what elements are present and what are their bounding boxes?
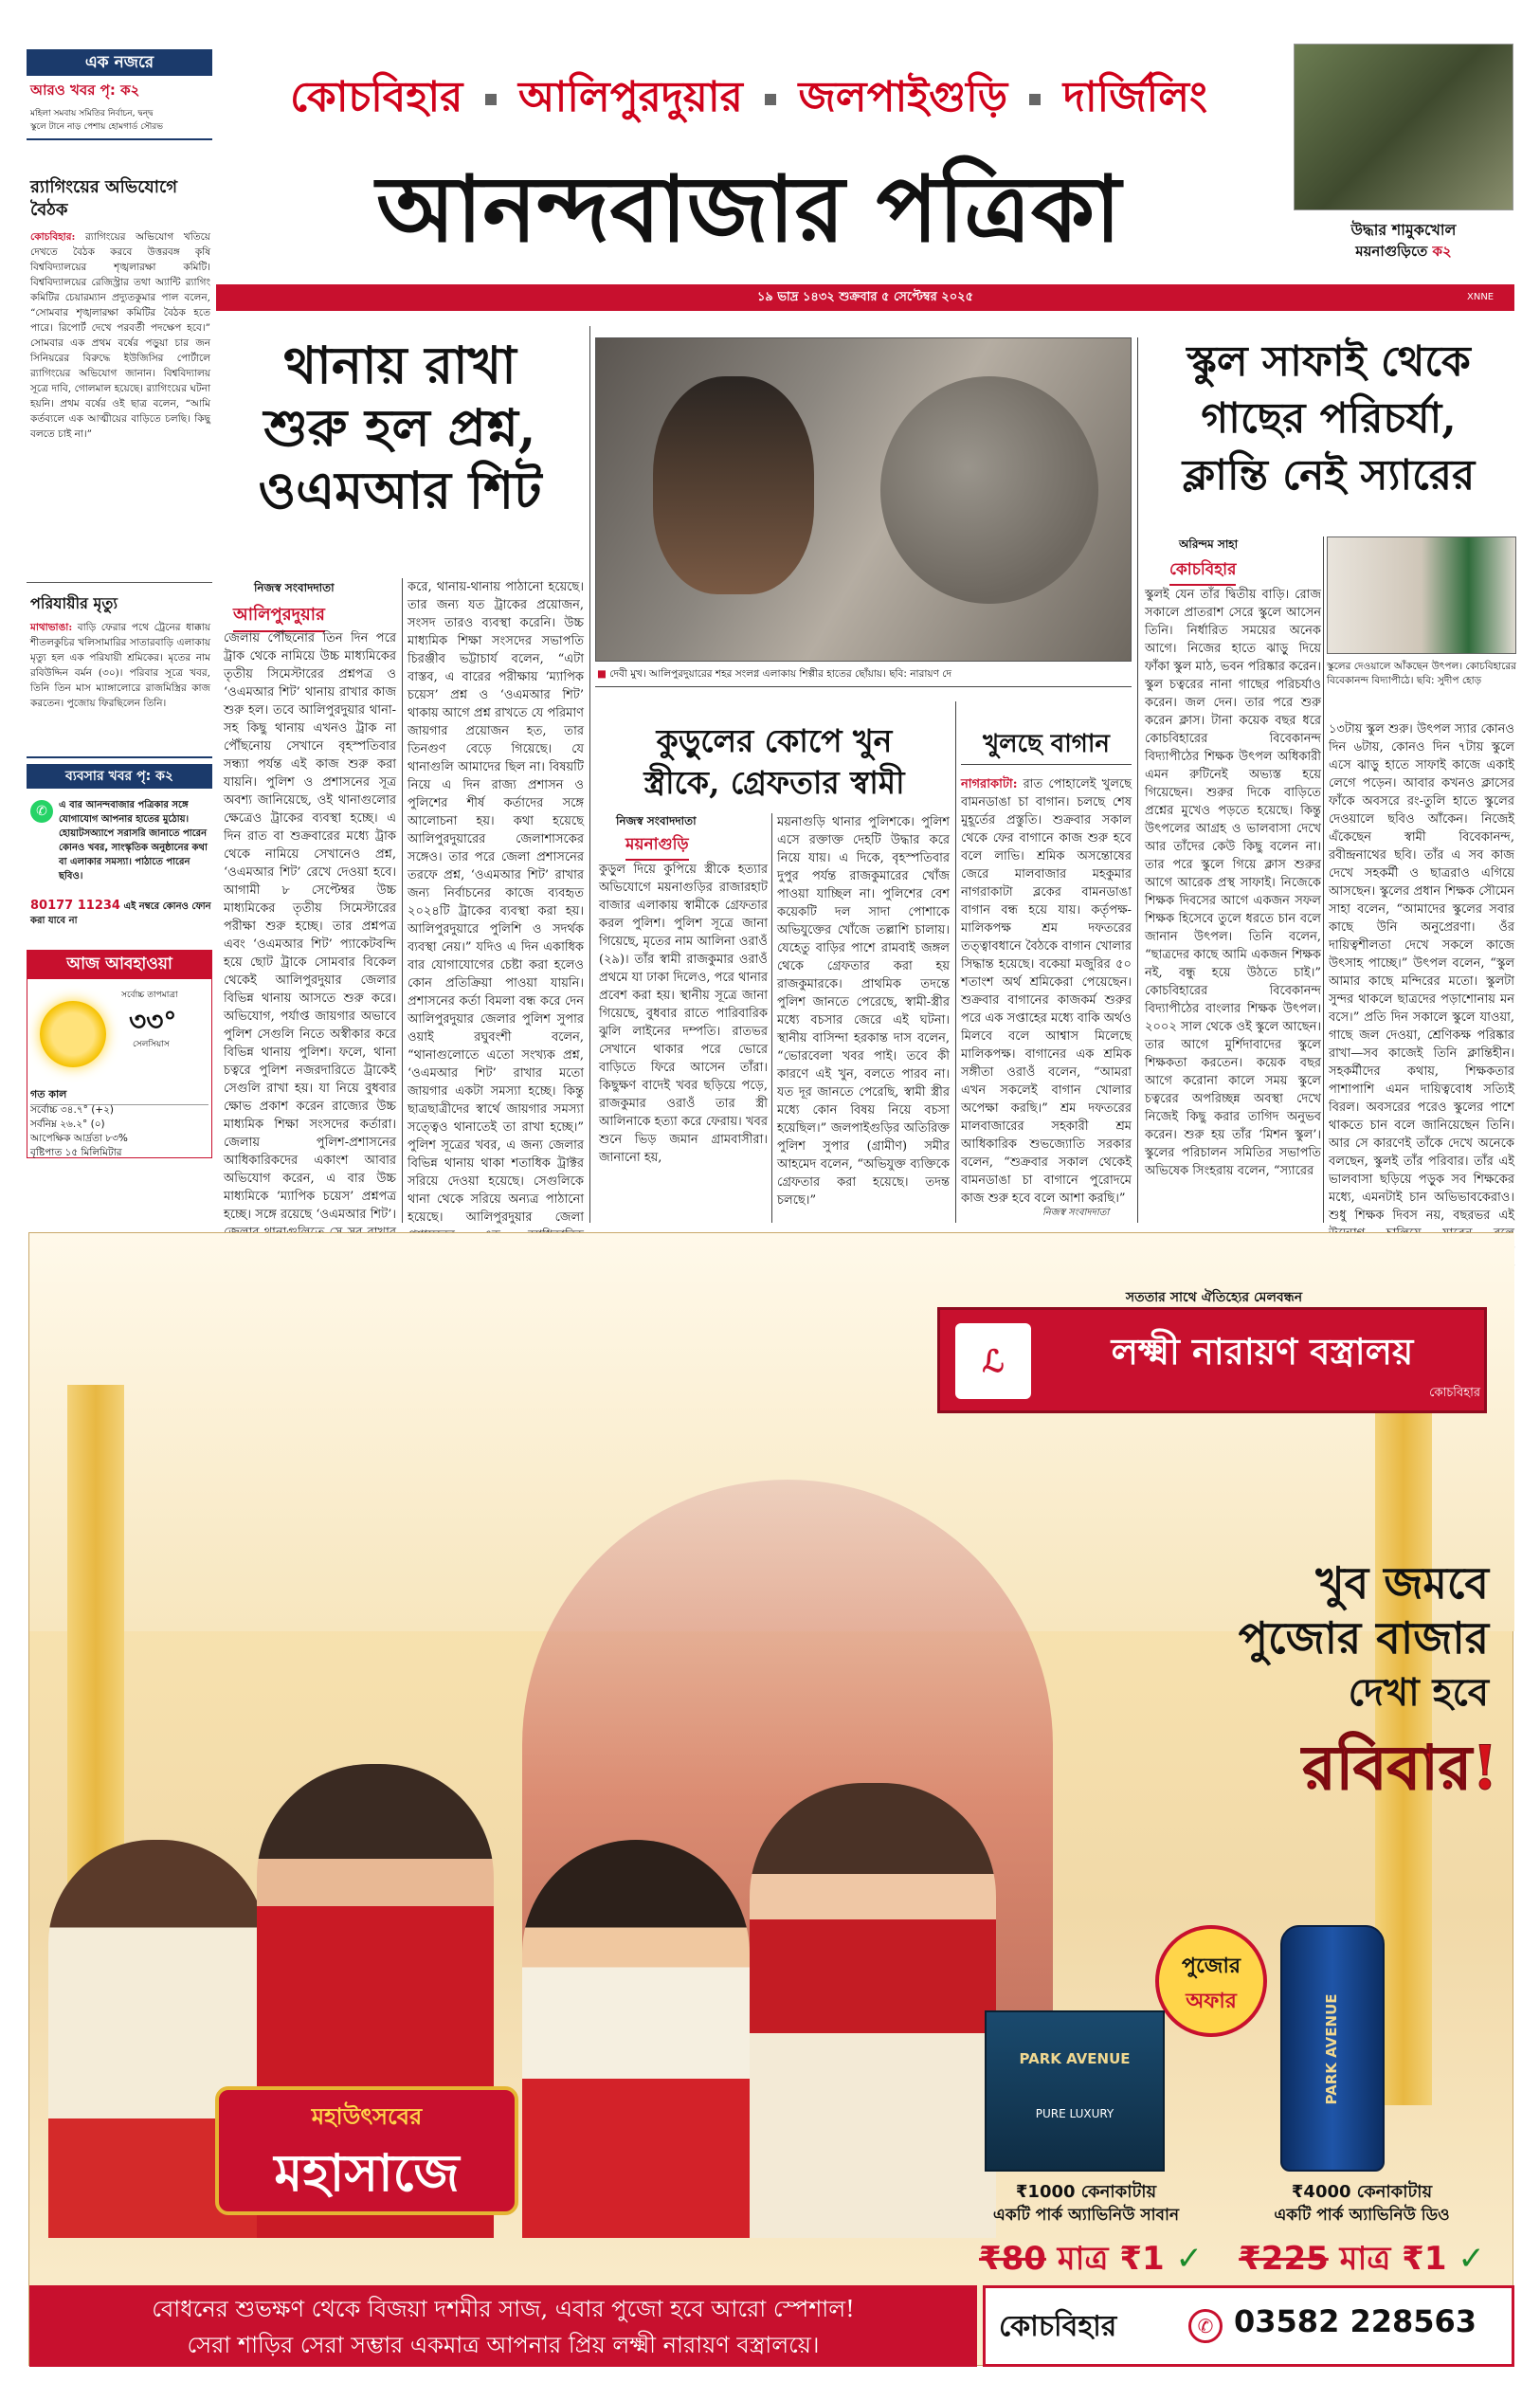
inside-label[interactable]: আরও খবর পৃ: ক২ — [30, 82, 140, 99]
ad-slogan: খুব জমবে পুজোর বাজার দেখা হবে — [1238, 1557, 1489, 1715]
offer2-text: ₹4000 কেনাকাটায় একটি পার্ক অ্যাভিনিউ ডিও — [1274, 2182, 1450, 2225]
region-3: জলপাইগুড়ি — [798, 73, 1008, 121]
teacher-location: কোচবিহার — [1169, 557, 1236, 586]
sidebar-header: এক নজরে — [27, 49, 212, 76]
mahasaje-badge — [215, 2086, 518, 2215]
past-row-max: সর্বোচ্চ ৩৪.৭° (+২) — [30, 1104, 115, 1116]
mahasaje-main: মহাসাজে — [274, 2142, 460, 2203]
murder-col-1: কুড়ুল দিয়ে কুপিয়ে স্ত্রীকে হত্যার অভিযোগে ময়নাগুড়ির রাজারহাট বাজার এলাকায় স্বামীকে গ্রেফতার করল পুলিশ। পুলিশ সূত্রে জানা গিয়েছে, মৃতের নাম আলিনা ওরাওঁ (২৯)। তাঁর স্বামী রাজকুমার ওরাওঁ প্রথমে যা ঢাকা দিলেও, পরে থানার প্রবেশ করা হয়। স্থানীয় সূত্রে জানা গিয়েছে, বুধবার রাতে পারিবারিক ঝুলি লাইনের দম্পতি। রাতভর সেখানে থাকার পরে ভোরে বাড়িতে ফিরে আসেন তাঁরা। কিছুক্ষণ বাদেই খবর ছড়িয়ে পড়ে, রাজকুমার ওরাওঁ তার স্ত্রী আলিনাকে হত্যা করে ফেরায়। খবর শুনে ভিড় জমান গ্রামবাসীরা। জানানো হয়, — [599, 863, 768, 1165]
masthead-title: আনন্দবাজার পত্রিকা — [376, 155, 1121, 263]
ad-bottom-banner — [29, 2285, 977, 2367]
whatsapp-number[interactable]: 80177 11234 এই নম্বরে কোনও ফোন করা যাবে না — [30, 899, 211, 926]
ad-tagline: সততার সাথে ঐতিহ্যের মেলবন্ধন — [1125, 1290, 1303, 1305]
whatsapp-icon: ✆ — [30, 800, 53, 823]
story2-text: বাড়ি ফেরার পথে ট্রেনের ধাক্কায় শীতলকুচির খলিসামারির সাতারবাড়ি এলাকায় মৃত্যু হল এক পরিযায়ী শ্রমিকের। মৃতের নাম রবিউদ্দিন বর্মন (৩০)। পরিবার সূত্রে খবর, তিনি তিন মাস ম্যাঙ্গালোরে রাজমিস্ত্রির কাজ করতেন। পুজোয় ফিরছিলেন তিনি। — [30, 622, 211, 709]
ad-slogan-day: রবিবার! — [1302, 1733, 1498, 1804]
teacher-col-1: স্কুলই যেন তাঁর দ্বিতীয় বাড়ি। রোজ সকালে প্রাতরাশ সেরে স্কুলে আসেন তিনি। নির্ধারিত সময়ের অনেক আগে। নিজের হাতে ঝাড়ু দিয়ে ফাঁকা স্কুল মাঠ, ভবন পরিষ্কার করেন। স্কুল চত্বরের নানা গাছের পরিচর্যাও করেন। জল দেন। তার পরে শুরু করেন ক্লাস। টানা কয়েক বছর ধরে কোচবিহারের বিবেকানন্দ বিদ্যাপীঠের শিক্ষক উৎপল অধিকারী এমন রুটিনেই অভ্যস্ত হয়ে গিয়েছেন। শুরুর দিকে বাড়িতে প্রশ্নের মুখেও পড়তে হয়েছে। কিন্তু উৎপলের আগ্রহ ও ভালবাসা দেখে আর তাঁদের কেউ কিছু বলেন না। তার পরে স্কুলে গিয়ে ক্লাস শুরুর আগে আরেক প্রস্থ সাফাই। নিজেকে শিক্ষক দিবসের আগে একজন সফল শিক্ষক হিসেবে তুলে ধরতে চান বলে জানান উৎপল। তিনি বলেন, “ছাত্রদের কাছে আমি একজন শিক্ষক নই, বন্ধু হয়ে উঠতে চাই।” কোচবিহারের বিবেকানন্দ বিদ্যাপীঠের বাংলার শিক্ষক উৎপল। ২০০২ সাল থেকে ওই স্কুলে আছেন। তার আগে মুর্শিদাবাদের স্কুলে শিক্ষকতা করতেন। কয়েক বছর আগে করোনা কালে সময় স্কুলে চত্বরের অপরিচ্ছন্ন অবস্থা দেখে নিজেই কিছু করার তাগিদ অনুভব করেন। শুরু হয় তাঁর ‘মিশন স্কুল’। স্কুলের পরিচালন সমিতির সভাপতি অভিষেক সিংহরায় বলেন, “স্যারের — [1145, 588, 1321, 1178]
offer2-price: ₹225 মাত্র ₹1 ✓ — [1239, 2240, 1485, 2278]
murder-location: ময়নাগুড়ি — [625, 832, 689, 861]
contact-city: কোচবিহার — [999, 2310, 1117, 2343]
brand-name: লক্ষ্মী নারায়ণ বস্ত্রালয় — [1111, 1330, 1414, 1373]
region-4: দার্জিলিং — [1062, 73, 1207, 121]
sun-icon — [40, 1001, 106, 1067]
check-icon: ✓ — [1458, 2240, 1485, 2278]
teacher-headline: স্কুল সাফাই থেকে গাছের পরিচর্যা, ক্লান্তি নেই স্যারের — [1182, 337, 1476, 500]
teacher-reporter: অরিন্দম সাহা — [1179, 537, 1239, 551]
teacher-photo-caption: স্কুলের দেওয়ালে আঁকছেন উৎপল। কোচবিহারের বিবেকানন্দ বিদ্যাপীঠে। ছবি: সুদীপ হোড় — [1327, 661, 1516, 686]
past-row-rain: বৃষ্টিপাত ১৫ মিলিমিটার — [30, 1147, 122, 1158]
edition-code: XNNE — [1467, 292, 1495, 302]
top-photo-caption-2: ময়নাগুড়িতে ক২ — [1355, 243, 1452, 260]
centre-photo — [595, 337, 1132, 662]
lead-reporter: নিজস্ব সংবাদদাতা — [254, 581, 335, 594]
brand-box[interactable] — [937, 1307, 1487, 1413]
max-temp-label: সর্বোচ্চ তাপমাত্রা — [121, 991, 178, 1000]
garden-body — [961, 775, 1132, 1206]
region-strip — [256, 66, 1241, 129]
story2-heading: পরিযায়ীর মৃত্যু — [30, 594, 118, 612]
garden-dateline: নাগরাকাটা: — [961, 777, 1018, 791]
phone-icon: ✆ — [1188, 2309, 1223, 2343]
max-temp: ৩৩° — [129, 1006, 177, 1037]
lead-col-1: জেলায় পৌঁছনোর তিন দিন পরে ট্রাক থেকে নামিয়ে উচ্চ মাধ্যমিকের তৃতীয় সিমেস্টারের প্রশ্নপত্র ও ‘ওএমআর শিট’ থানায় রাখার কাজ শুরু হল। তবে আলিপুরদুয়ার থানা-সহ কিছু থানায় এখনও ট্রাক না পৌঁছনোয় সেখানে বৃহস্পতিবার সন্ধ্যা পর্যন্ত এই কাজ শুরু করা যায়নি। পুলিশ ও প্রশাসনের সূত্র অবশ্য জানিয়েছে, ওই থানাগুলোর ক্ষেত্রেও ট্রাকের ব্যবস্থা হচ্ছে। এ দিন রাত বা শুক্রবারের মধ্যে ট্রাক থেকে নামিয়ে সেখানেও প্রশ্ন, ‘ওএমআর শিট’ রেখে দেওয়া হবে। আগামী ৮ সেপ্টেম্বর উচ্চ মাধ্যমিকের তৃতীয় সিমেস্টারের পরীক্ষা শুরু হচ্ছে। তার প্রশ্নপত্র এবং ‘ওএমআর শিট’ প্যাকেটবন্দি হয়ে ছোট ট্রাকে সোমবার বিকেল থেকেই আলিপুরদুয়ার জেলার বিভিন্ন থানায় আসতে শুরু করে। অভিযোগ, পর্যাপ্ত জায়গার অভাবে পুলিশ সেগুলি নিতে অস্বীকার করে বিভিন্ন থানায় পুলিশ। ফলে, থানা চত্বরে পুলিশ নজরদারিতে ট্রাকেই সেগুলি রাখা হয়। যা নিয়ে বুধবার ক্ষোভ প্রকাশ করেন রাজ্যের উচ্চ মাধ্যমিক শিক্ষা সংসদের কর্তারা। জেলায় পুলিশ-প্রশাসনের আধিকারিকদের একাংশ আবার অভিযোগ করেন, এ বার উচ্চ মাধ্যমিকে ‘ম্যাপিক চয়েস’ প্রশ্নপত্র হচ্ছে। সঙ্গে রয়েছে ‘ওএমআর শিট’। — [224, 631, 396, 1222]
soap-product: PARK AVENUE PURE LUXURY — [985, 2010, 1165, 2172]
mahasaje-top: মহাউৎসবের — [311, 2102, 423, 2130]
check-icon: ✓ — [1175, 2240, 1204, 2278]
story2-body — [30, 620, 210, 749]
story1-dateline: কোচবিহার: — [30, 231, 76, 243]
offer1-price: ₹80 মাত্র ₹1 ✓ — [978, 2240, 1204, 2278]
lead-col-2: করে, থানায়-থানায় পাঠানো হয়েছে। তার জন্য যত ট্রাকের প্রয়োজন, সংসদ তারও ব্যবস্থা করেনি। উচ্চ মাধ্যমিক শিক্ষা সংসদের সভাপতি চিরঞ্জীব ভট্টাচার্য বলেন, “এটা বাস্তব, এ বারের পরীক্ষায় ‘ম্যাপিক চয়েস’ প্রশ্ন ও ‘ওএমআর শিট’ থাকায় আগে প্রশ্ন রাখতে যে পরিমাণ জায়গার প্রয়োজন হত, তার তিনগুণ বেড়ে গিয়েছে। যে থানাগুলি আমাদের ছিল না। বিষয়টি নিয়ে এ দিন রাজ্য প্রশাসন ও পুলিশের শীর্ষ কর্তাদের সঙ্গে আলোচনা হয়। কথা হয়েছে আলিপুরদুয়ারের জেলাশাসকের সঙ্গেও। তার পরে জেলা প্রশাসনের তরফে প্রশ্ন, ‘ওএমআর শিট’ রাখার জন্য নির্বাচনের কাজে ব্যবহৃত ২০২৪টি ট্রাকের ব্যবস্থা করা হয়। আলিপুরদুয়ারে পুলিশি ও সদর্থক ব্যবস্থা নেয়।” যদিও এ দিন একাধিক বার যোগাযোগের চেষ্টা করা হলেও কোন প্রতিক্রিয়া পাওয়া যায়নি। প্রশাসনের কর্তা বিমলা বন্ধ করে দেন আলিপুরদুয়ার জেলার পুলিশ সুপার ওয়াই রঘুবংশী বলেন, “থানাগুলোতে এতো সংখ্যক প্রশ্ন, ‘ওএমআর শিট’ রাখার মতো জায়গার একটা সমস্যা হচ্ছে। কিন্তু ছাত্রছাত্রীদের স্বার্থে জায়গার সমস্যা সত্ত্বেও থানাতেই তা রাখা হচ্ছে।” পুলিশ সূত্রের খবর, এ জন্য জেলার বিভিন্ন থানায় থাকা শতাধিক ট্রাক্টর সরিয়ে দেওয়া হয়েছে। সেগুলিকে থানা থেকে সরিয়ে অন্যত্র পাঠানো হয়েছে। আলিপুরদুয়ার জেলা — [408, 580, 584, 1225]
whatsapp-text: এ বার আনন্দবাজার পত্রিকার সঙ্গে যোগাযোগ আপনার হাতের মুঠোয়। হোয়াটসঅ্যাপে সরাসরি জানাতে পারেন কোনও খবর, সাংস্কৃতিক অনুষ্ঠানের কথা বা এলাকার সমস্যা। পাঠাতে পারেন ছবিও। — [59, 800, 208, 882]
region-1: কোচবিহার — [290, 73, 463, 121]
contact-phone[interactable]: 03582 228563 — [1234, 2303, 1477, 2339]
offer1-text: ₹1000 কেনাকাটায় একটি পার্ক অ্যাভিনিউ সাবান — [992, 2182, 1180, 2225]
lead-location: আলিপুরদুয়ার — [233, 601, 325, 632]
past-label: গত কাল — [30, 1086, 208, 1105]
centre-photo-caption: ■ দেবী মুখ। আলিপুরদুয়ারের শহর সংলগ্ন এলাকায় শিল্পীর হাতের ছোঁয়ায়। ছবি: নারায়ণ দে — [597, 668, 952, 680]
teacher-col-2: ১৩টায় স্কুল শুরু। উৎপল স্যার কোনও দিন ৬টায়, কোনও দিন ৭টায় স্কুলে এসে ঝাড়ু হাতে সাফাই কাজে একাই লেগে পড়েন। আবার কখনও ক্লাসের ফাঁকে অবসরে রং-তুলি হাতে স্কুলের দেওয়ালে ছবিও আঁকেন। নিজেই এঁকেছেন স্বামী বিবেকানন্দ, রবীন্দ্রনাথের ছবি। তাঁর এ সব কাজ দেখে সহকর্মী ও ছাত্ররাও এগিয়ে আসছেন। স্কুলের প্রধান শিক্ষক সৌমেন সাহা বলেন, “আমাদের স্কুলের সবার কাছে উনি অনুপ্রেরণা। ওঁর দায়িত্বশীলতা দেখে সকলে কাজে উৎসাহ পাচ্ছে।” উৎপল বলেন, “স্কুল আমার কাছে মন্দিরের মতো। স্কুলটা সুন্দর থাকলে ছাত্রদের পড়াশোনায় মন বসে।” প্রতি দিন সকালে স্কুলে যাওয়া, গাছে জল দেওয়া, শ্রেণিকক্ষ পরিষ্কার রাখা—সব কাজেই তিনি ক্লান্তিহীন। সহকর্মীদের কথায়, শিক্ষকতার পাশাপাশি এমন দায়িত্ববোধ সত্যিই বিরল। অবসরের পরেও স্কুলের পাশে থাকতে চান বলে জানিয়েছেন তিনি। আর সে কারণেই তাঁকে দেখে অনেকে বলছেন, স্কুলই তাঁর পরিবার। তাঁর এই ভালবাসা ছড়িয়ে পড়ুক সব শিক্ষকের মধ্যে, এমনটাই চান অভিভাবকেরাও। শুধু শিক্ষক দিবস নয়, বছরভর এই — [1329, 722, 1514, 1223]
garden-text: রাত পোহালেই খুলছে বামনডাঙা চা বাগান। চলছে শেষ মুহূর্তের প্রস্তুতি। শুক্রবার সকাল থেকে ফের বাগানে কাজ শুরু হবে বলে লাভি। শ্রমিক অসন্তোষের জেরে মালবাজার মহকুমার নাগরাকাটা ব্লকের বামনডাঙা বাগান বন্ধ হয়ে যায়। কর্তৃপক্ষ-মালিকপক্ষ শ্রম দফতরের তত্ত্বাবধানে বৈঠকে বাগান খোলার সিদ্ধান্ত হয়েছে। বকেয়া মজুরির ৫০ শতাংশ অর্থ শ্রমিকেরা পেয়েছেন। শুক্রবার বাগানের কাজকর্ম শুরুর পরে এক সপ্তাহের মধ্যে বাকি অর্থও মিলবে বলে আশ্বাস মিলেছে মালিকপক্ষ। বাগানের এক শ্রমিক সঙ্গীতা ওরাওঁ বলেন, “আমরা এখন সকলেই বাগান খোলার অপেক্ষা করছি।” শ্রম দফতরের মালবাজারের সহকারী শ্রম আধিকারিক শুভজ্যোতি সরকার বলেন, “শুক্রবার সকাল থেকেই বামনডাঙা চা বাগানে পুরোদমে কাজ শুরু হবে বলে আশা করছি।” — [961, 777, 1132, 1206]
bottom-line-1: বোধনের শুভক্ষণ থেকে বিজয়া দশমীর সাজ, এবার পুজো হবে আরো স্পেশাল! — [152, 2296, 855, 2322]
murder-reporter: নিজস্ব সংবাদদাতা — [616, 814, 697, 827]
business-label[interactable]: ব্যবসার খবর পৃ: ক২ — [27, 764, 212, 789]
story1-heading: র‍্যাগিংয়ের অভিযোগে বৈঠক — [30, 177, 178, 220]
deo-product: PARK AVENUE — [1280, 1925, 1385, 2172]
inside-line-2: স্কুলে টানে নাড় পেশায় হোমগার্ড সৌরভ — [30, 122, 163, 132]
garden-headline: খুলছে বাগান — [983, 730, 1110, 758]
murder-headline: কুড়ুলের কোপে খুন স্ত্রীকে, গ্রেফতার স্বামী — [643, 722, 905, 801]
garden-credit: নিজস্ব সংবাদদাতা — [1042, 1208, 1110, 1218]
temp-unit: সেলসিয়াস — [133, 1040, 170, 1049]
bottom-line-2: সেরা শাড়ির সেরা সম্ভার একমাত্র আপনার প্রিয় লক্ষ্মী নারায়ণ বস্ত্রালয়ে। — [187, 2332, 820, 2358]
murder-col-2: ময়নাগুড়ি থানার পুলিশকে। পুলিশ এসে রক্তাক্ত দেহটি উদ্ধার করে নিয়ে যায়। এ দিকে, বৃহস্পতিবার দুপুর পর্যন্ত রাজকুমারের খোঁজ পাওয়া যাচ্ছিল না। পুলিশের বেশ কয়েকটি দল সাদা পোশাকে অভিযুক্তের খোঁজে তল্লাশি চালায়। যেহেতু বাড়ির পাশে রামবাই জঙ্গল থেকে গ্রেফতার করা হয় রাজকুমারকে। প্রাথমিক তদন্তে পুলিশ জানতে পেরেছে, স্বামী-স্ত্রীর মধ্যে বচসার জেরে এই ঘটনা। স্থানীয় বাসিন্দা হরকান্ত দাস বলেন, “ভোরবেলা খবর পাই। তবে কী কারণে এই খুন, বলতে পারব না। যত দূর জানতে পেরেছি, স্বামী স্ত্রীর মধ্যে কোন বিষয় নিয়ে বচসা হয়েছিল।” জলপাইগুড়ির অতিরিক্ত পুলিশ সুপার (গ্রামীণ) সমীর আহমেদ বলেন, “অভিযুক্ত ব্যক্তিকে গ্রেফতার করা হয়েছে। তদন্ত চলছে।” — [777, 815, 950, 1208]
past-row-min: সর্বনিম্ন ২৬.২° (০) — [30, 1118, 105, 1130]
past-rows — [30, 1103, 208, 1160]
advertisement[interactable] — [28, 1232, 1513, 2366]
brand-city: কোচবিহার — [1429, 1386, 1480, 1400]
brand-logo-icon: ℒ — [955, 1323, 1031, 1399]
top-photo-caption: উদ্ধার শামুকখোল — [1350, 221, 1457, 239]
date-line: ১৯ ভাদ্র ১৪৩২ শুক্রবার ৫ সেপ্টেম্বর ২০২৫ — [756, 290, 974, 304]
story2-dateline: মাথাভাঙা: — [30, 622, 73, 633]
teacher-photo — [1327, 536, 1516, 654]
story1-body — [30, 229, 210, 514]
sidebar — [27, 44, 212, 1224]
story1-text: র‍্যাগিংয়ের অভিযোগ খতিয়ে দেখতে বৈঠক করবে উত্তরবঙ্গ কৃষি বিশ্ববিদ্যালয়ের শৃঙ্খলারক্ষা কমিটি। বিশ্ববিদ্যালয়ের রেজিস্ট্রার তথা অ্যান্টি র‍্যাগিং কমিটির চেয়ারম্যান প্রদ্যুতকুমার পাল বলেন, “সোমবার শৃঙ্খলারক্ষা কমিটির বৈঠক হতে পারে। রিপোর্ট দেখে পরবর্তী পদক্ষেপ হবে।” সোমবার এক প্রথম বর্ষের পড়ুয়া চার জন সিনিয়রের বিরুদ্ধে ইউজিসির পোর্টালে র‍্যাগিংয়ের অভিযোগ জানান। বিশ্ববিদ্যালয় সূত্রে দাবি, গোলমাল হয়েছে। র‍্যাগিংয়ের ঘটনা হয়নি। প্রথম বর্ষের ওই ছাত্র বলেন, “আমি কর্তব্যলে এক আত্মীয়ের বাড়িতে চলছি। কিছু বলতে চাই না।” — [30, 231, 210, 440]
ad-contact[interactable] — [983, 2285, 1514, 2367]
inside-line-1: মহিলা সমবায় সমিতির নির্বাচন, দ্বন্দ্ব — [30, 109, 154, 118]
lead-headline: থানায় রাখা শুরু হল প্রশ্ন, ওএমআর শিট — [258, 335, 542, 520]
past-row-humidity: আপেক্ষিক আর্দ্রতা ৮৩% — [30, 1133, 128, 1144]
region-2: আলিপুরদুয়ার — [518, 73, 743, 121]
offer-badge: পুজোর অফার — [1155, 1925, 1267, 2037]
weather-header: আজ আবহাওয়া — [27, 950, 212, 978]
top-photo — [1294, 44, 1513, 210]
